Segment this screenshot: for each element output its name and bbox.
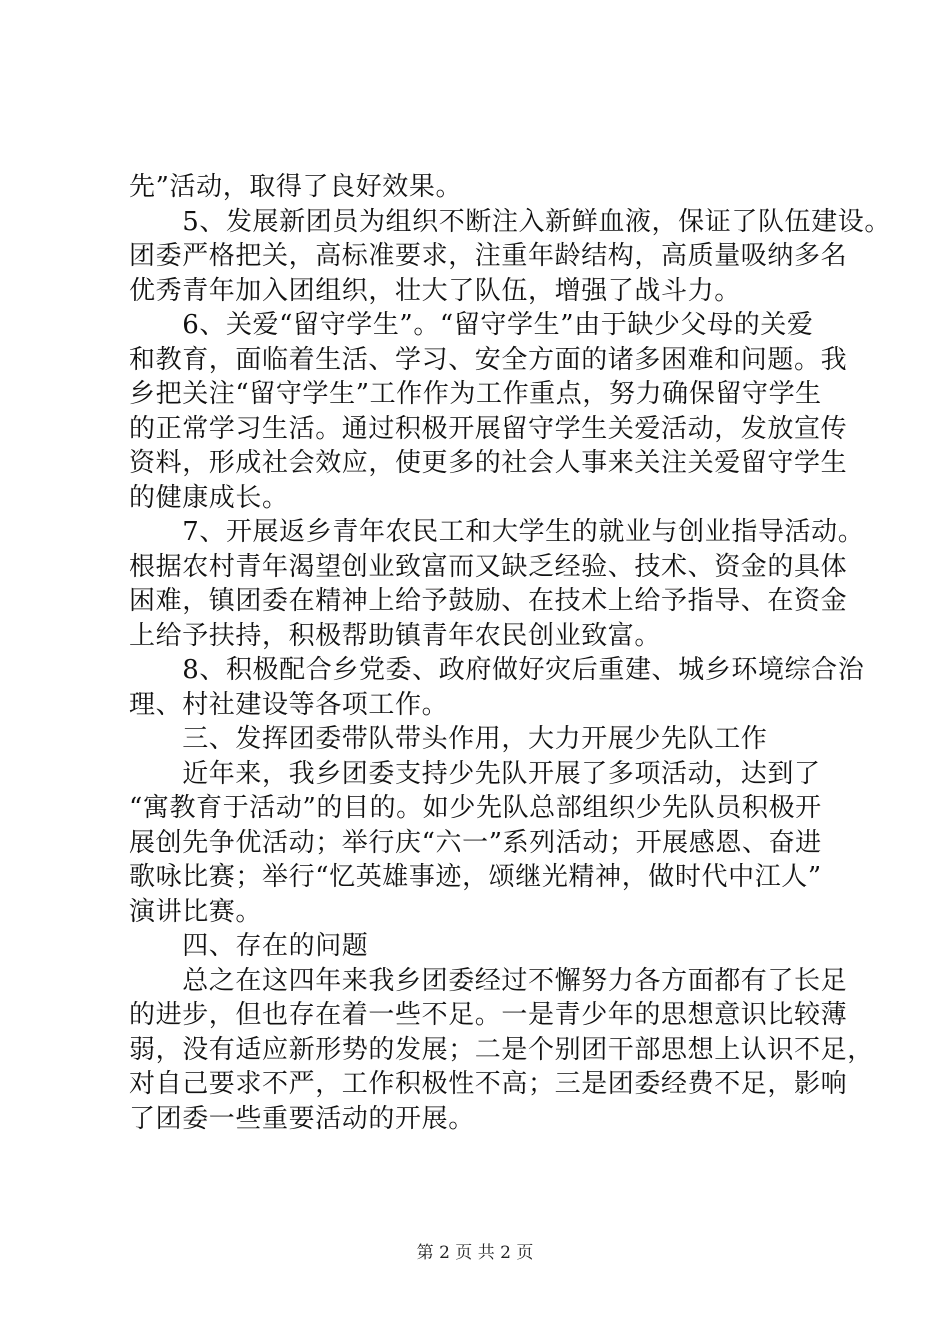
text-line: 资料，形成社会效应，使更多的社会人事来关注关爱留守学生 <box>129 448 848 478</box>
section-heading: 四、存在的问题 <box>129 931 369 961</box>
text-line: 先”活动，取得了良好效果。 <box>129 172 463 202</box>
page-number-footer: 第 2 页 共 2 页 <box>416 1243 534 1263</box>
text-line: 演讲比赛。 <box>129 896 263 927</box>
text-line: “寓教育于活动”的目的。如少先队总部组织少先队员积极开 <box>129 793 822 823</box>
text-line: 的正常学习生活。通过积极开展留守学生关爱活动，发放宣传 <box>129 413 848 444</box>
text-line: 根据农村青年渴望创业致富而又缺乏经验、技术、资金的具体 <box>129 551 848 582</box>
text-line: 近年来，我乡团委支持少先队开展了多项活动，达到了 <box>129 758 821 789</box>
text-line: 总之在这四年来我乡团委经过不懈努力各方面都有了长足 <box>129 965 848 996</box>
text-line: 上给予扶持，积极帮助镇青年农民创业致富。 <box>129 620 662 651</box>
text-line: 优秀青年加入团组织，壮大了队伍，增强了战斗力。 <box>129 275 741 306</box>
text-line: 乡把关注“留守学生”工作作为工作重点，努力确保留守学生 <box>129 379 822 409</box>
text-line: 和教育，面临着生活、学习、安全方面的诸多困难和问题。我 <box>129 344 848 375</box>
text-line: 对自己要求不严，工作积极性不高；三是团委经费不足，影响 <box>129 1069 848 1099</box>
text-line: 理、村社建设等各项工作。 <box>129 689 449 720</box>
text-line: 7、开展返乡青年农民工和大学生的就业与创业指导活动。 <box>129 517 865 547</box>
text-line: 展创先争优活动；举行庆“六一”系列活动；开展感恩、奋进 <box>129 827 822 858</box>
text-line: 的健康成长。 <box>129 482 289 513</box>
text-line: 了团委一些重要活动的开展。 <box>129 1103 475 1134</box>
document-body <box>129 170 891 1136</box>
text-line: 歌咏比赛；举行“忆英雄事迹，颂继光精神，做时代中江人” <box>129 862 822 892</box>
section-heading: 三、发挥团委带队带头作用，大力开展少先队工作 <box>129 724 768 754</box>
text-line: 团委严格把关，高标准要求，注重年龄结构，高质量吸纳多名 <box>129 241 848 271</box>
text-line: 困难，镇团委在精神上给予鼓励、在技术上给予指导、在资金 <box>129 586 848 616</box>
text-line: 6、关爱“留守学生”。“留守学生”由于缺少父母的关爱 <box>129 310 814 340</box>
text-line: 5、发展新团员为组织不断注入新鲜血液，保证了队伍建设。 <box>129 206 891 237</box>
text-line: 的进步，但也存在着一些不足。一是青少年的思想意识比较薄 <box>129 1000 848 1030</box>
text-line: 8、积极配合乡党委、政府做好灾后重建、城乡环境综合治 <box>129 655 865 685</box>
text-line: 弱，没有适应新形势的发展；二是个别团干部思想上认识不足， <box>129 1034 874 1065</box>
